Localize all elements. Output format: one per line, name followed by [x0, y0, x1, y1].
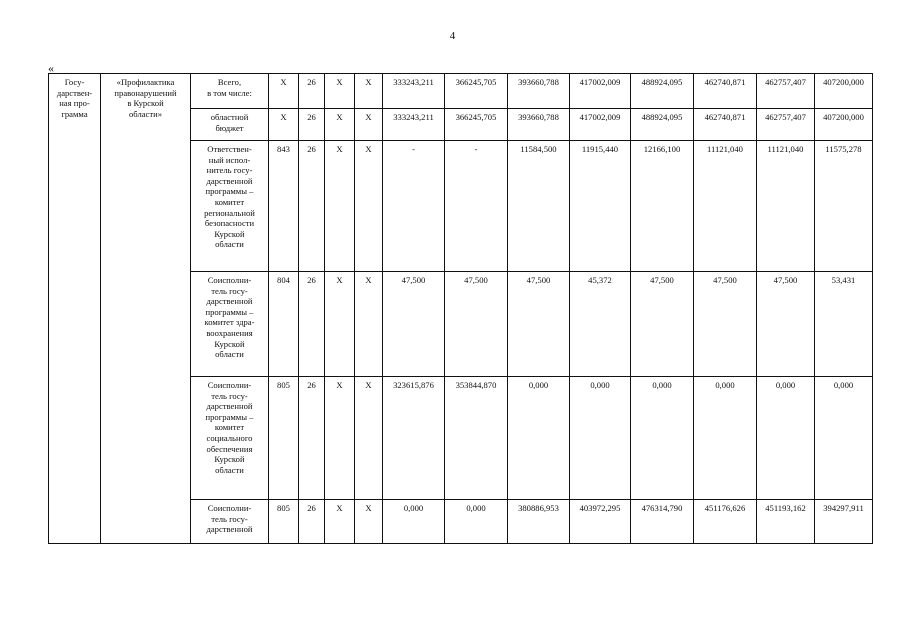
amount-cell: 462757,407: [757, 109, 815, 141]
funding-source-cell: Соисполни- тель госу- дарственной: [191, 500, 269, 544]
csr-code-cell: X: [355, 74, 383, 109]
amount-cell: 0,000: [631, 377, 694, 500]
amount-cell: 47,500: [508, 272, 570, 377]
csr-code-cell: X: [355, 272, 383, 377]
amount-cell: 53,431: [815, 272, 873, 377]
amount-cell: 11575,278: [815, 141, 873, 272]
grbs-code-cell: 804: [269, 272, 299, 377]
csr-code-cell: X: [355, 377, 383, 500]
amount-cell: 0,000: [757, 377, 815, 500]
amount-cell: 394297,911: [815, 500, 873, 544]
amount-cell: 417002,009: [570, 74, 631, 109]
budget-table-body: [49, 74, 873, 544]
amount-cell: 11584,500: [508, 141, 570, 272]
grbs-code-cell: 843: [269, 141, 299, 272]
grbs-code-cell: 805: [269, 377, 299, 500]
amount-cell: 0,000: [508, 377, 570, 500]
page-number: 4: [449, 30, 456, 42]
amount-cell: 380886,953: [508, 500, 570, 544]
pr-code-cell: X: [325, 500, 355, 544]
pr-code-cell: X: [325, 141, 355, 272]
amount-cell: 393660,788: [508, 74, 570, 109]
amount-cell: 403972,295: [570, 500, 631, 544]
amount-cell: 417002,009: [570, 109, 631, 141]
rz-code-cell: 26: [299, 377, 325, 500]
program-type-cell: Госу- дарствен- ная про- грамма: [49, 74, 101, 544]
amount-cell: 323615,876: [383, 377, 445, 500]
amount-cell: 0,000: [383, 500, 445, 544]
amount-cell: 47,500: [757, 272, 815, 377]
amount-cell: 11915,440: [570, 141, 631, 272]
funding-source-cell: Соисполни- тель госу- дарственной программы – комитет здра- воохранения Курской области: [191, 272, 269, 377]
amount-cell: 45,372: [570, 272, 631, 377]
grbs-code-cell: X: [269, 74, 299, 109]
amount-cell: 47,500: [631, 272, 694, 377]
pr-code-cell: X: [325, 272, 355, 377]
program-name-cell: «Профилактика правонарушений в Курской области»: [101, 74, 191, 544]
amount-cell: 12166,100: [631, 141, 694, 272]
funding-source-cell: областной бюджет: [191, 109, 269, 141]
amount-cell: -: [383, 141, 445, 272]
amount-cell: 0,000: [815, 377, 873, 500]
amount-cell: 451193,162: [757, 500, 815, 544]
pr-code-cell: X: [325, 109, 355, 141]
rz-code-cell: 26: [299, 500, 325, 544]
amount-cell: 333243,211: [383, 109, 445, 141]
amount-cell: 407200,000: [815, 74, 873, 109]
amount-cell: 488924,095: [631, 74, 694, 109]
amount-cell: 366245,705: [445, 74, 508, 109]
opening-quote-mark: «: [48, 61, 54, 75]
csr-code-cell: X: [355, 500, 383, 544]
amount-cell: 0,000: [445, 500, 508, 544]
funding-source-cell: Ответствен- ный испол- нитель госу- дарственной программы – комитет региональной безопасности Курской области: [191, 141, 269, 272]
amount-cell: 462757,407: [757, 74, 815, 109]
amount-cell: 333243,211: [383, 74, 445, 109]
amount-cell: 47,500: [383, 272, 445, 377]
grbs-code-cell: 805: [269, 500, 299, 544]
amount-cell: 47,500: [694, 272, 757, 377]
amount-cell: 366245,705: [445, 109, 508, 141]
amount-cell: 476314,790: [631, 500, 694, 544]
table-row: [49, 74, 873, 109]
rz-code-cell: 26: [299, 141, 325, 272]
amount-cell: 47,500: [445, 272, 508, 377]
csr-code-cell: X: [355, 141, 383, 272]
amount-cell: 462740,871: [694, 74, 757, 109]
amount-cell: 353844,870: [445, 377, 508, 500]
amount-cell: 488924,095: [631, 109, 694, 141]
csr-code-cell: X: [355, 109, 383, 141]
amount-cell: 11121,040: [694, 141, 757, 272]
rz-code-cell: 26: [299, 109, 325, 141]
rz-code-cell: 26: [299, 74, 325, 109]
grbs-code-cell: X: [269, 109, 299, 141]
amount-cell: 451176,626: [694, 500, 757, 544]
amount-cell: 407200,000: [815, 109, 873, 141]
amount-cell: 0,000: [694, 377, 757, 500]
pr-code-cell: X: [325, 74, 355, 109]
funding-source-cell: Соисполни- тель госу- дарственной программы – комитет социального обеспечения Курской области: [191, 377, 269, 500]
budget-table: [48, 73, 873, 544]
pr-code-cell: X: [325, 377, 355, 500]
amount-cell: 393660,788: [508, 109, 570, 141]
amount-cell: 0,000: [570, 377, 631, 500]
funding-source-cell: Всего, в том числе:: [191, 74, 269, 109]
amount-cell: 462740,871: [694, 109, 757, 141]
amount-cell: -: [445, 141, 508, 272]
rz-code-cell: 26: [299, 272, 325, 377]
amount-cell: 11121,040: [757, 141, 815, 272]
